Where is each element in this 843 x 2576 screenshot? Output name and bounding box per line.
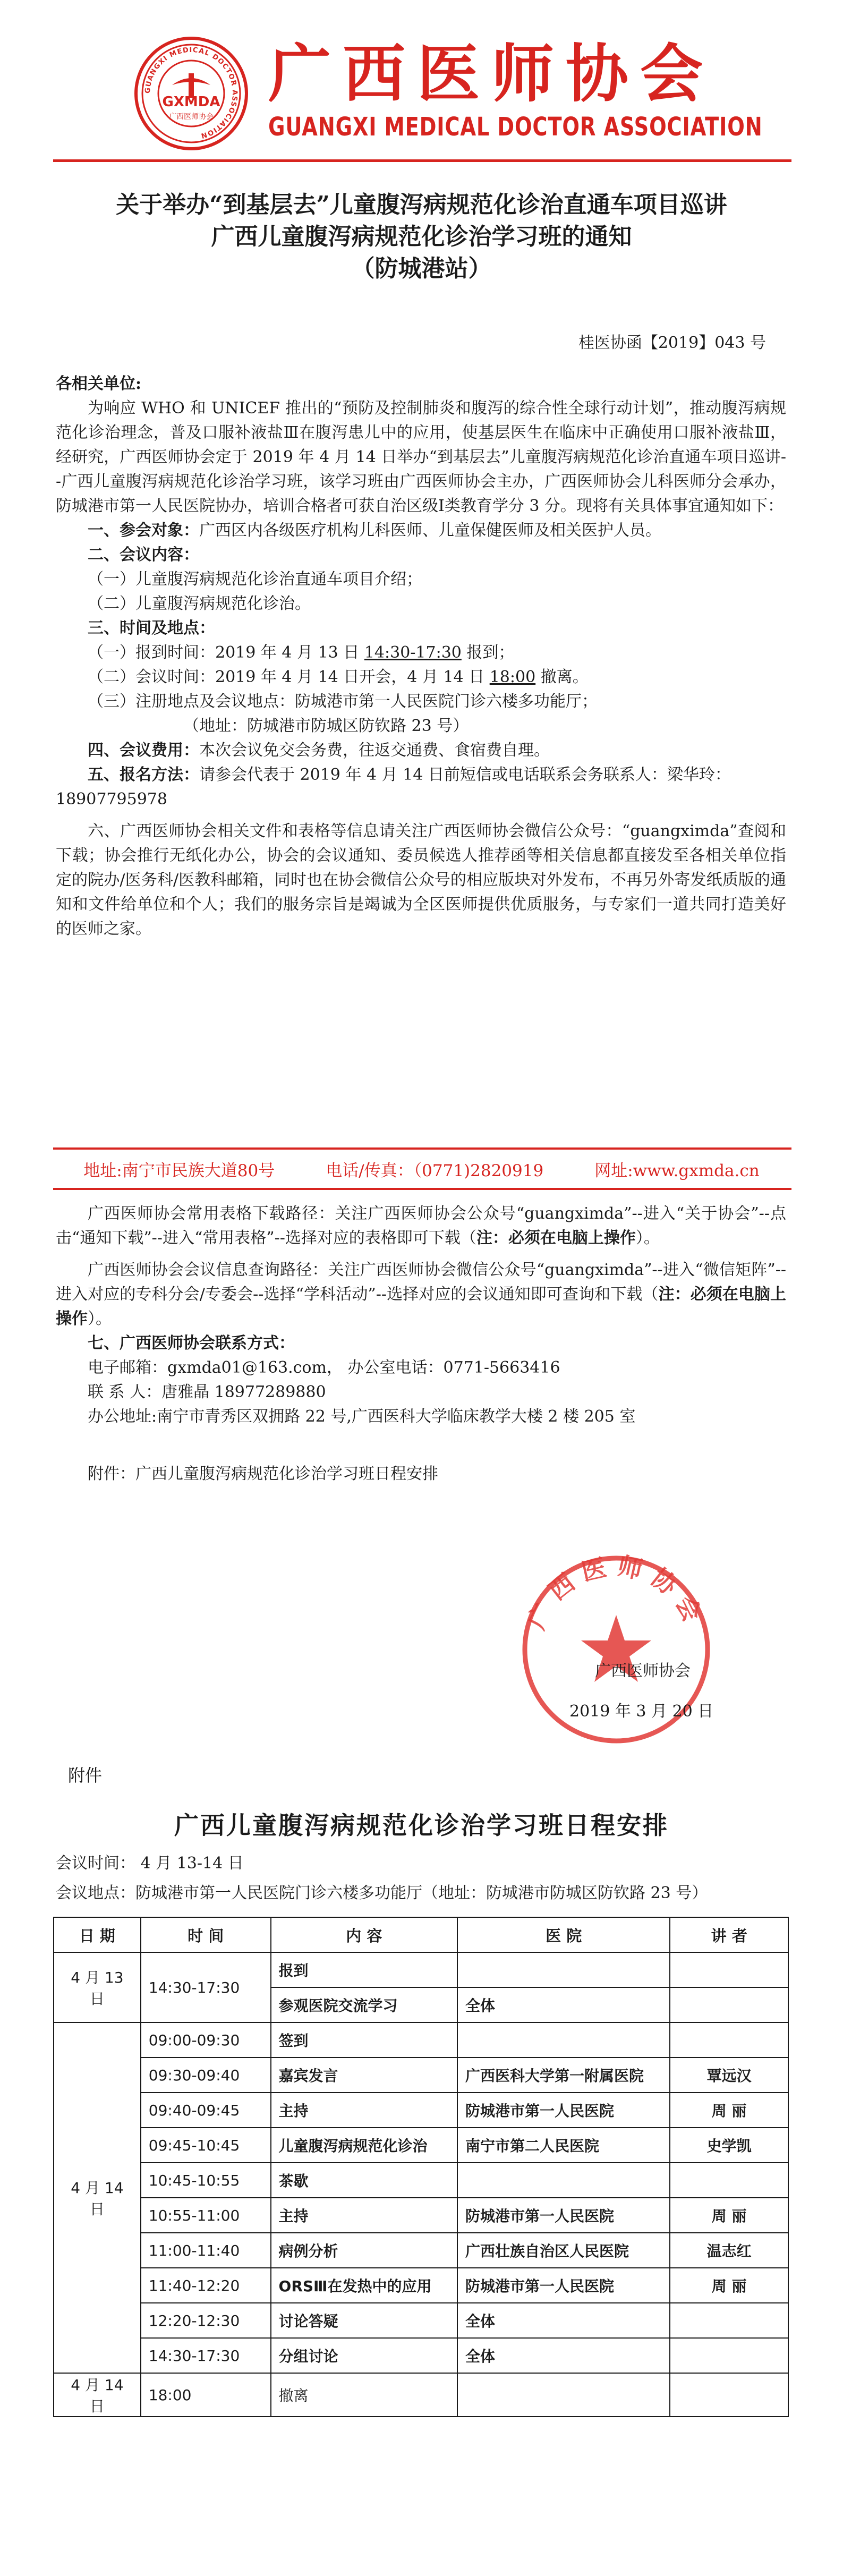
- org-name-english: GUANGXI MEDICAL DOCTOR ASSOCIATION: [268, 112, 763, 142]
- attachment-title: 广西儿童腹泻病规范化诊治学习班日程安排: [174, 1811, 669, 1840]
- row-speaker: 史学凯: [670, 2128, 788, 2163]
- section-label: 五、报名方法：: [88, 766, 199, 784]
- row-hospital: 全体: [457, 2338, 670, 2373]
- header-speaker: 讲 者: [670, 1917, 788, 1952]
- document-title-line-3: （防城港站）: [351, 255, 492, 282]
- schedule-table: [53, 1917, 789, 2417]
- time-item-1-text: （一）报到时间：2019 年 4 月 13 日: [88, 643, 364, 662]
- contact-divider-bottom: [53, 1188, 791, 1190]
- row-speaker: 周 丽: [670, 2198, 788, 2233]
- logo-center-text: GXMDA: [162, 94, 220, 110]
- office-address: 办公地址:南宁市青秀区双拥路 22 号,广西医科大学临床教学大楼 2 楼 205 室: [88, 1407, 636, 1426]
- table-row: [54, 2233, 788, 2268]
- letterhead: [0, 0, 843, 154]
- time-item-1: [56, 641, 786, 665]
- logo-sub-text: 广西医师协会: [169, 113, 214, 121]
- section-six-paragraph: 六、广西医师协会相关文件和表格等信息请关注广西医师协会微信公众号：“guangximda”查阅和下载；协会推行无纸化办公，协会的会议通知、委员候选人推荐函等相关信息都直接发至各相关单位指定的院办/医务科/医教科邮箱，同时也在协会微信公众号的相应版块对外发布，不再另外寄发纸质版的通知和文件给单位和个人；我们的服务宗旨是竭诚为全区医师提供优质服务，与专家们一道共同打造美好的医师之家。: [56, 822, 786, 938]
- org-name-chinese: 广西医师协会: [268, 37, 715, 110]
- row-hospital: [457, 2022, 670, 2058]
- attachment-label: 附件: [68, 1765, 103, 1786]
- table-row: [54, 2198, 788, 2233]
- row-time: 09:30-09:40: [141, 2058, 271, 2093]
- row-speaker: [670, 2303, 788, 2338]
- signature-name: 广西医师协会: [595, 1662, 691, 1680]
- salutation: 各相关单位:: [56, 375, 142, 393]
- notice-body-continued: [56, 1202, 786, 1486]
- contact-divider-top: [53, 1147, 791, 1150]
- row-hospital: 南宁市第二人民医院: [457, 2128, 670, 2163]
- row-speaker: [670, 2338, 788, 2373]
- header-date: 日 期: [54, 1917, 141, 1952]
- row-time: 10:45-10:55: [141, 2163, 271, 2198]
- row-content: 签到: [271, 2022, 458, 2058]
- row-hospital: 防城港市第一人民医院: [457, 2268, 670, 2303]
- row-content: 报到: [271, 1952, 458, 1987]
- row-content: 分组讨论: [271, 2338, 458, 2373]
- document-title-line-2: 广西儿童腹泻病规范化诊治学习班的通知: [211, 223, 632, 250]
- row-content: 讨论答疑: [271, 2303, 458, 2338]
- table-row: [54, 2058, 788, 2093]
- row-hospital: [457, 2163, 670, 2198]
- time-item-1-hours: 14:30-17:30: [364, 643, 462, 662]
- row-hospital: 广西医科大学第一附属医院: [457, 2058, 670, 2093]
- meeting-place: 会议地点：防城港市第一人民医院门诊六楼多功能厅（地址：防城港市防城区防钦路 23 号）: [56, 1884, 708, 1902]
- attachment-note: 附件：广西儿童腹泻病规范化诊治学习班日程安排: [88, 1465, 438, 1483]
- row-hospital: 全体: [457, 2303, 670, 2338]
- row-content: 嘉宾发言: [271, 2058, 458, 2093]
- section-contact-label: 七、广西医师协会联系方式：: [88, 1334, 295, 1353]
- seal-text: 广西医师协会: [522, 1551, 711, 1634]
- table-row: [54, 2303, 788, 2338]
- row-time: 09:45-10:45: [141, 2128, 271, 2163]
- contact-address: 地址:南宁市民族大道80号: [83, 1161, 275, 1180]
- contact-phone: 电话/传真：（0771)2820919: [326, 1161, 544, 1180]
- row-content: ORSⅢ在发热中的应用: [271, 2268, 458, 2303]
- row-content: 病例分析: [271, 2233, 458, 2268]
- row-hospital: [457, 1952, 670, 1987]
- table-row: [54, 2373, 788, 2417]
- table-row: [54, 2268, 788, 2303]
- download-path-text: 广西医师协会常用表格下载路径：关注广西医师协会公众号“guangximda”--进入“关于协会”--点击“通知下载”--进入“常用表格”--选择对应的表格即可下载（: [56, 1204, 786, 1247]
- query-path-end: ）。: [88, 1310, 112, 1328]
- row-content: 撤离: [271, 2373, 458, 2417]
- row-time: 09:40-09:45: [141, 2093, 271, 2128]
- row-time: 09:00-09:30: [141, 2022, 271, 2058]
- row-speaker: 覃远汉: [670, 2058, 788, 2093]
- section-registration: [56, 763, 786, 787]
- header-divider: [53, 159, 791, 162]
- time-item-2-hours: 18:00: [489, 668, 536, 686]
- table-row: [54, 1952, 788, 1987]
- row-content: 参观医院交流学习: [271, 1987, 458, 2022]
- association-logo: [134, 36, 249, 151]
- section-label: 一、参会对象：: [88, 521, 199, 540]
- section-text: 请参会代表于 2019 年 4 月 14 日前短信或电话联系会务联系人：梁华玲：: [199, 766, 731, 784]
- table-row: [54, 2093, 788, 2128]
- time-item-2-end: 撤离。: [535, 668, 589, 686]
- row-content: 儿童腹泻病规范化诊治: [271, 2128, 458, 2163]
- section-content-label: 二、会议内容：: [88, 546, 199, 564]
- venue-address: （地址：防城港市防城区防钦路 23 号）: [183, 717, 469, 735]
- row-time: 10:55-11:00: [141, 2198, 271, 2233]
- table-row: [54, 2128, 788, 2163]
- table-header-row: [54, 1917, 788, 1952]
- row-time: 14:30-17:30: [141, 2338, 271, 2373]
- time-item-1-end: 报到；: [461, 643, 515, 662]
- row-speaker: 周 丽: [670, 2268, 788, 2303]
- document-title-line-1: 关于举办“到基层去”儿童腹泻病规范化诊治直通车项目巡讲: [116, 191, 727, 218]
- intro-paragraph: 为响应 WHO 和 UNICEF 推出的“预防及控制肺炎和腹泻的综合性全球行动计划”，推动腹泻病规范化诊治理念，普及口服补液盐Ⅲ在腹泻患儿中的应用，使基层医生在临床中正确使用口服补液盐Ⅲ，经研究，广西医师协会定于 2019 年 4 月 14 日举办“到基层去”儿童腹泻病规范化诊治直通车项目巡讲--广西儿童腹泻病规范化诊治学习班，该学习班由广西医师协会主办，广西医师协会儿科医师分会承办，防城港市第一人民医院协办，培训合格者可获自治区级Ⅰ类教育学分 3 分。现将有关具体事宜通知如下：: [56, 399, 786, 515]
- signature-date: 2019 年 3 月 20 日: [569, 1702, 714, 1721]
- row-time: 11:00-11:40: [141, 2233, 271, 2268]
- time-item-3: （三）注册地点及会议地点：防城港市第一人民医院门诊六楼多功能厅；: [88, 692, 598, 711]
- query-path-text: 广西医师协会会议信息查询路径：关注广西医师协会微信公众号“guangximda”--进入“微信矩阵”--进入对应的专科分会/专委会--选择“学科活动”--选择对应的会议通知即可查询和下载（: [56, 1261, 786, 1304]
- logo-ring-text: GUANGXI MEDICAL DOCTOR ASSOCIATION: [143, 46, 239, 140]
- row-content: 主持: [271, 2198, 458, 2233]
- contact-person: 联 系 人：唐雅晶 18977289880: [88, 1383, 326, 1401]
- day-date: 4 月 14 日: [54, 2022, 141, 2373]
- section-label: 四、会议费用：: [88, 741, 199, 760]
- content-item-2: （二）儿童腹泻病规范化诊治。: [88, 594, 311, 613]
- document-number: 桂医协函【2019】043 号: [578, 334, 766, 352]
- registration-phone: 18907795978: [56, 790, 167, 809]
- row-content: 主持: [271, 2093, 458, 2128]
- row-time: 14:30-17:30: [141, 1952, 271, 2022]
- row-speaker: [670, 2022, 788, 2058]
- table-row: [54, 2163, 788, 2198]
- row-hospital: 广西壮族自治区人民医院: [457, 2233, 670, 2268]
- meeting-time: 会议时间： 4 月 13-14 日: [56, 1854, 244, 1873]
- header-hospital: 医 院: [457, 1917, 670, 1952]
- contact-website: 网址:www.gxmda.cn: [594, 1161, 760, 1180]
- content-item-1: （一）儿童腹泻病规范化诊治直通车项目介绍；: [88, 570, 422, 589]
- row-speaker: [670, 1987, 788, 2022]
- section-time-label: 三、时间及地点：: [88, 619, 215, 637]
- row-time: 11:40-12:20: [141, 2268, 271, 2303]
- notice-body: [56, 372, 786, 941]
- download-path-end: ）。: [635, 1229, 660, 1247]
- section-text: 广西区内各级医疗机构儿科医师、儿童保健医师及相关医护人员。: [199, 521, 661, 540]
- row-time: 12:20-12:30: [141, 2303, 271, 2338]
- table-row: [54, 2022, 788, 2058]
- row-hospital: 防城港市第一人民医院: [457, 2093, 670, 2128]
- row-hospital: 防城港市第一人民医院: [457, 2198, 670, 2233]
- row-speaker: 周 丽: [670, 2093, 788, 2128]
- row-time: 18:00: [141, 2373, 271, 2417]
- row-hospital: [457, 2373, 670, 2417]
- time-item-2-text: （二）会议时间：2019 年 4 月 14 日开会，4 月 14 日: [88, 668, 490, 686]
- contact-email-phone: 电子邮箱：gxmda01@163.com， 办公室电话：0771-5663416: [88, 1358, 560, 1377]
- row-speaker: [670, 2373, 788, 2417]
- table-row: [54, 2338, 788, 2373]
- header-time: 时 间: [141, 1917, 271, 1952]
- section-participants: [56, 518, 786, 543]
- query-path-paragraph: [56, 1258, 786, 1331]
- download-path-note: 注：必须在电脑上操作: [476, 1229, 636, 1247]
- header-content: 内 容: [271, 1917, 458, 1952]
- row-content: 茶歇: [271, 2163, 458, 2198]
- day-date: 4 月 14 日: [54, 2373, 141, 2417]
- download-path-paragraph: [56, 1202, 786, 1251]
- contact-strip: [0, 1157, 843, 1181]
- row-speaker: [670, 2163, 788, 2198]
- row-speaker: 温志红: [670, 2233, 788, 2268]
- day-date: 4 月 13 日: [54, 1952, 141, 2022]
- time-item-2: [56, 665, 786, 690]
- section-fees: [56, 738, 786, 763]
- row-hospital: 全体: [457, 1987, 670, 2022]
- row-speaker: [670, 1952, 788, 1987]
- section-text: 本次会议免交会务费，往返交通费、食宿费自理。: [199, 741, 550, 760]
- query-path-note: 注：必须在电脑上操作: [56, 1285, 787, 1328]
